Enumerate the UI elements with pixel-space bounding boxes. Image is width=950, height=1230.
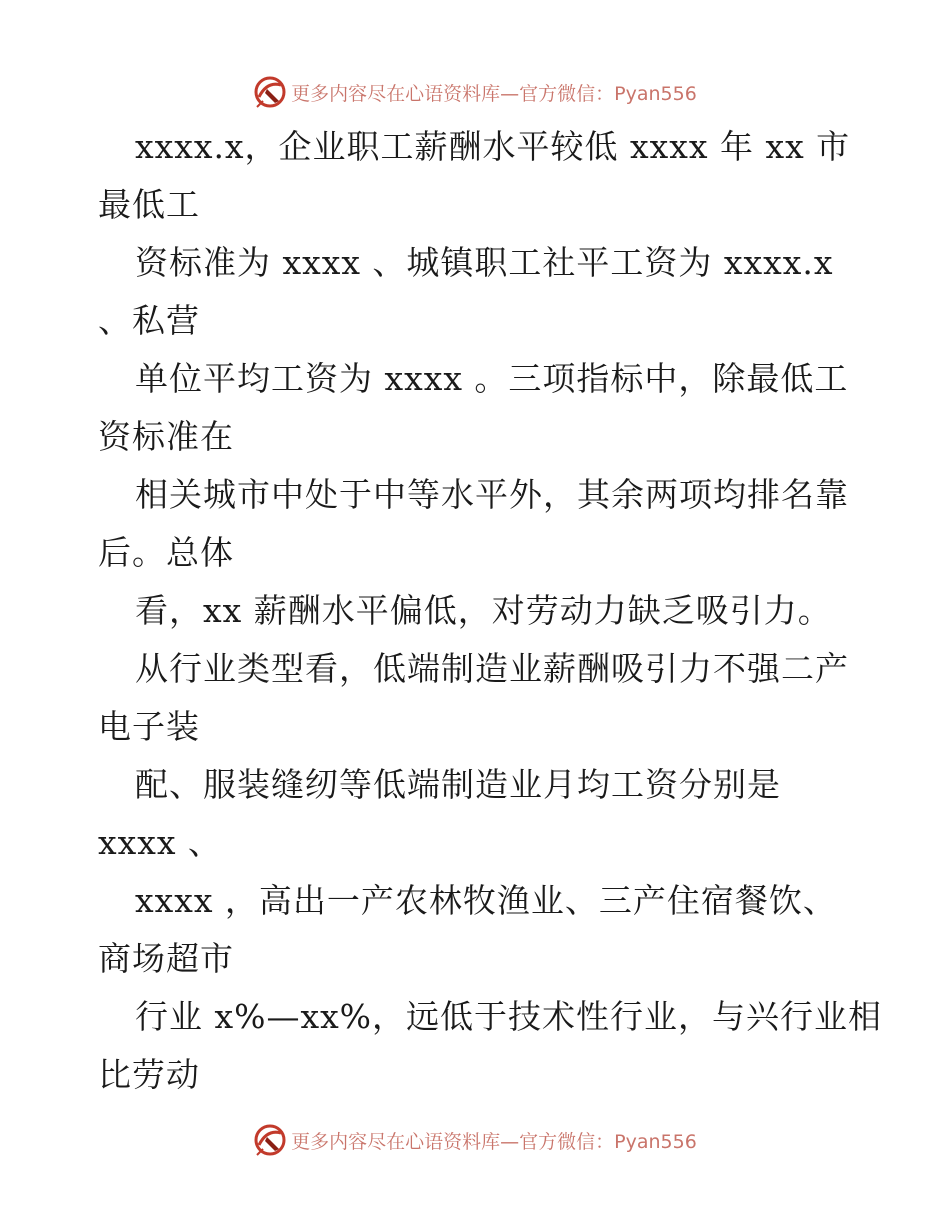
body-line-8: 后。总体 <box>98 533 234 572</box>
body-line-17: 比劳动 <box>98 1055 200 1094</box>
body-line-16: 行业 x%—xx%，远低于技术性行业，与兴行业相 <box>135 997 883 1036</box>
body-line-4: 、私营 <box>98 301 200 340</box>
body-line-2: 最低工 <box>98 185 200 224</box>
body-line-6: 资标准在 <box>98 417 234 456</box>
body-line-14: xxxx ，高出一产农林牧渔业、三产住宿餐饮、 <box>135 881 837 920</box>
header-watermark-banner <box>0 72 950 112</box>
body-line-1: xxxx.x，企业职工薪酬水平较低 xxxx 年 xx 市 <box>135 127 851 166</box>
body-line-11: 电子装 <box>98 707 200 746</box>
body-line-7: 相关城市中处于中等水平外，其余两项均排名靠 <box>135 475 849 514</box>
body-line-3: 资标准为 xxxx 、城镇职工社平工资为 xxxx.x <box>135 243 834 282</box>
pen-logo-icon <box>253 1123 287 1157</box>
watermark-text: 更多内容尽在心语资料库—官方微信：Pyan556 <box>291 1130 697 1153</box>
body-line-9: 看，xx 薪酬水平偏低，对劳动力缺乏吸引力。 <box>135 591 832 630</box>
body-line-15: 商场超市 <box>98 939 234 978</box>
body-line-10: 从行业类型看，低端制造业薪酬吸引力不强二产 <box>135 649 849 688</box>
pen-logo-icon <box>253 75 287 109</box>
body-line-12: 配、服装缝纫等低端制造业月均工资分别是 <box>135 765 781 804</box>
body-line-13: xxxx 、 <box>98 823 222 862</box>
body-line-5: 单位平均工资为 xxxx 。三项指标中，除最低工 <box>135 359 849 398</box>
footer-watermark-banner <box>0 1120 950 1160</box>
watermark-text: 更多内容尽在心语资料库—官方微信：Pyan556 <box>291 82 697 105</box>
